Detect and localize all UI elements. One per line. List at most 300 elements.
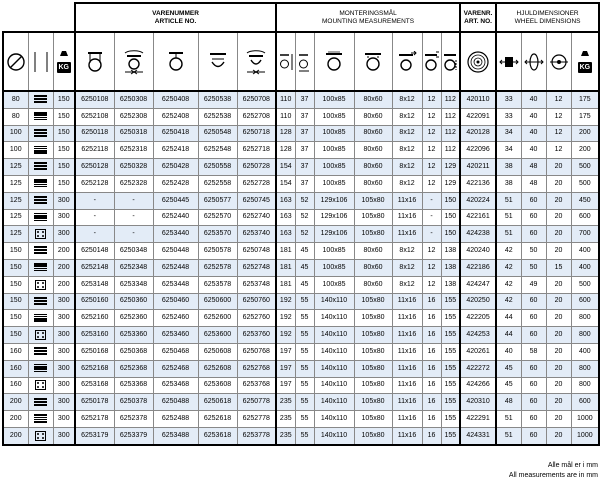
article-fixed-cell: 6252128 xyxy=(75,175,114,192)
tread-four-bars-icon xyxy=(34,314,47,323)
article-plate-cell: 6250618 xyxy=(198,394,237,411)
article-plate-cell: 6253578 xyxy=(198,276,237,293)
axle-diameter-cell: 12 xyxy=(546,142,571,159)
plate-size-cell: 140x110 xyxy=(314,310,354,327)
swivel-radius-cell: 138 xyxy=(441,243,460,260)
article-plate-cell: 6253570 xyxy=(198,226,237,243)
load-capacity-cell: 300 xyxy=(53,310,75,327)
bolt-diameter-cell: - xyxy=(422,209,441,226)
load-capacity-cell: 300 xyxy=(53,226,75,243)
artno-header-en: ART. NO. xyxy=(464,17,492,25)
hub-length-cell: 40 xyxy=(496,343,521,360)
article-fixed-cell: 6250178 xyxy=(75,394,114,411)
bolt-hole-cell: 11x16 xyxy=(392,427,422,444)
axle-diameter-cell: 20 xyxy=(546,276,571,293)
table-row xyxy=(3,192,599,209)
bolt-diameter-cell: 16 xyxy=(422,360,441,377)
bolt-spacing-cell: 105x80 xyxy=(354,209,392,226)
wheel-width-cell: 60 xyxy=(521,411,546,428)
tread-three-bars-icon xyxy=(34,347,47,356)
bolt-spacing-cell: 105x80 xyxy=(354,360,392,377)
article-swivel-lock-cell: 6250768 xyxy=(237,343,276,360)
bolt-hole-cell: 11x16 xyxy=(392,394,422,411)
table-body xyxy=(3,91,599,445)
plate-size-cell: 140x110 xyxy=(314,377,354,394)
wheel-load-cell: 1000 xyxy=(571,427,599,444)
article-swivel-lock-cell: 6252708 xyxy=(237,108,276,125)
overall-height-cell: 197 xyxy=(276,343,295,360)
article-swivel-brake-cell: - xyxy=(114,192,153,209)
wheel-load-cell: 450 xyxy=(571,192,599,209)
swivel-radius-cell: 155 xyxy=(441,427,460,444)
article-plate-cell: 6252538 xyxy=(198,108,237,125)
bolt-hole-cell: 11x16 xyxy=(392,360,422,377)
tread-pattern-cell xyxy=(28,276,53,293)
wheel-diameter-cell: 160 xyxy=(3,343,28,360)
axle-diameter-cell: 20 xyxy=(546,159,571,176)
overall-height-cell: 192 xyxy=(276,327,295,344)
wheel-width-cell: 40 xyxy=(521,125,546,142)
table-row xyxy=(3,293,599,310)
plate-size-cell: 140x110 xyxy=(314,427,354,444)
wheel-art-no-cell: 420224 xyxy=(460,192,496,209)
article-swivel-brake-cell: 6252368 xyxy=(114,360,153,377)
article-swivel-brake-cell: 6250360 xyxy=(114,293,153,310)
tread-dots-icon xyxy=(35,229,46,239)
hub-length-cell: 42 xyxy=(496,243,521,260)
article-swivel-cell: 6250448 xyxy=(153,243,198,260)
plate-size-cell: 140x110 xyxy=(314,360,354,377)
article-swivel-cell: 6253488 xyxy=(153,427,198,444)
tread-four-bars-icon xyxy=(34,364,47,373)
table-row xyxy=(3,259,599,276)
wheel-diameter-cell: 200 xyxy=(3,411,28,428)
swivel-brake-caster-icon xyxy=(114,32,153,91)
article-plate-cell: 6252570 xyxy=(198,209,237,226)
wheel-diameter-cell: 80 xyxy=(3,108,28,125)
table-row xyxy=(3,91,599,108)
article-swivel-lock-cell: 6253760 xyxy=(237,327,276,344)
bolt-diameter-cell: 16 xyxy=(422,394,441,411)
wheel-art-no-cell: 424247 xyxy=(460,276,496,293)
load-capacity-cell: 150 xyxy=(53,125,75,142)
article-plate-cell: 6250558 xyxy=(198,159,237,176)
bolt-diameter-cell: 16 xyxy=(422,310,441,327)
offset-cell: 55 xyxy=(295,293,314,310)
wheel-load-cell: 500 xyxy=(571,276,599,293)
article-swivel-brake-cell: 6252308 xyxy=(114,108,153,125)
bolt-spacing-cell: 80x60 xyxy=(354,159,392,176)
wheel-diameter-cell: 80 xyxy=(3,91,28,108)
article-swivel-brake-cell: 6252360 xyxy=(114,310,153,327)
article-plate-cell: 6252558 xyxy=(198,175,237,192)
wheel-load-cell: 175 xyxy=(571,91,599,108)
overall-height-cell: 154 xyxy=(276,175,295,192)
article-swivel-cell: 6252488 xyxy=(153,411,198,428)
wheel-width-cell: 60 xyxy=(521,192,546,209)
artno-header xyxy=(460,3,496,32)
bolt-spacing-cell: 105x80 xyxy=(354,343,392,360)
offset-cell: 55 xyxy=(295,411,314,428)
swivel-radius-cell: 112 xyxy=(441,91,460,108)
bolt-diameter-cell: 16 xyxy=(422,377,441,394)
tread-three-bars-icon xyxy=(34,196,47,205)
bolt-hole-cell: 8x12 xyxy=(392,91,422,108)
tread-pattern-cell xyxy=(28,175,53,192)
tread-three-bars-icon xyxy=(34,95,47,104)
article-swivel-brake-cell: 6253368 xyxy=(114,377,153,394)
load-capacity-cell: 300 xyxy=(53,411,75,428)
article-fixed-cell: 6252148 xyxy=(75,259,114,276)
article-swivel-cell: 6250428 xyxy=(153,159,198,176)
plate-size-cell: 100x85 xyxy=(314,159,354,176)
plate-size-cell: 100x85 xyxy=(314,91,354,108)
swivel-radius-cell: 138 xyxy=(441,276,460,293)
tread-four-bars-icon xyxy=(34,179,47,188)
wheel-diameter-cell: 125 xyxy=(3,159,28,176)
bolt-spacing-cell: 105x80 xyxy=(354,226,392,243)
article-fixed-cell: 6250108 xyxy=(75,91,114,108)
bolt-hole-cell: 8x12 xyxy=(392,259,422,276)
bolt-hole-cell: 8x12 xyxy=(392,175,422,192)
plate-size-cell: 140x110 xyxy=(314,327,354,344)
article-swivel-cell: 6250488 xyxy=(153,394,198,411)
article-fixed-cell: 6252118 xyxy=(75,142,114,159)
wheel-diameter-cell: 160 xyxy=(3,377,28,394)
load-capacity-cell: 150 xyxy=(53,142,75,159)
load-capacity-cell: 300 xyxy=(53,360,75,377)
tread-pattern-cell xyxy=(28,427,53,444)
wheel-art-no-cell: 422205 xyxy=(460,310,496,327)
overall-height-cell: 197 xyxy=(276,360,295,377)
overall-height-cell: 154 xyxy=(276,159,295,176)
artno-header-da: VARENR. xyxy=(463,10,493,17)
bolt-hole-cell: 8x12 xyxy=(392,243,422,260)
article-fixed-cell: 6250148 xyxy=(75,243,114,260)
offset-cell: 52 xyxy=(295,192,314,209)
bolt-diameter-cell: - xyxy=(422,192,441,209)
axle-diameter-cell: 12 xyxy=(546,125,571,142)
article-swivel-lock-cell: 6252768 xyxy=(237,360,276,377)
article-plate-cell: 6252548 xyxy=(198,142,237,159)
wheel-art-no-cell: 422161 xyxy=(460,209,496,226)
wheel-load-cell: 800 xyxy=(571,327,599,344)
axle-diameter-cell: 12 xyxy=(546,108,571,125)
hub-length-cell: 42 xyxy=(496,276,521,293)
bolt-spacing-cell: 80x60 xyxy=(354,125,392,142)
wheel-load-cell: 200 xyxy=(571,125,599,142)
offset-cell: 52 xyxy=(295,226,314,243)
axle-diameter-cell: 20 xyxy=(546,226,571,243)
overall-height-icon xyxy=(276,32,295,91)
wheel-load-cell: 800 xyxy=(571,310,599,327)
wheel-width-cell: 50 xyxy=(521,259,546,276)
article-swivel-brake-cell: 6252378 xyxy=(114,411,153,428)
article-fixed-cell: - xyxy=(75,192,114,209)
article-swivel-lock-cell: 6250745 xyxy=(237,192,276,209)
load-capacity-cell: 300 xyxy=(53,192,75,209)
caster-spec-table xyxy=(2,2,600,446)
article-fixed-cell: 6250168 xyxy=(75,343,114,360)
bolt-spacing-cell: 105x80 xyxy=(354,327,392,344)
tread-pattern-cell xyxy=(28,327,53,344)
tread-pattern-cell xyxy=(28,159,53,176)
fixed-caster-icon xyxy=(75,32,114,91)
article-plate-cell: 6250577 xyxy=(198,192,237,209)
offset-cell: 37 xyxy=(295,91,314,108)
article-swivel-cell: 6253468 xyxy=(153,377,198,394)
wheel-art-no-cell: 422096 xyxy=(460,142,496,159)
plate-caster-icon xyxy=(198,32,237,91)
swivel-radius-cell: 155 xyxy=(441,411,460,428)
article-swivel-cell: 6252440 xyxy=(153,209,198,226)
footer-note-en: All measurements are in mm xyxy=(508,472,598,479)
axle-diameter-icon xyxy=(546,32,571,91)
swivel-radius-cell: 150 xyxy=(441,209,460,226)
article-fixed-cell: - xyxy=(75,209,114,226)
table-row xyxy=(3,310,599,327)
hub-length-cell: 38 xyxy=(496,175,521,192)
wheel-art-no-cell: 424331 xyxy=(460,427,496,444)
plate-size-cell: 100x85 xyxy=(314,259,354,276)
overall-height-cell: 163 xyxy=(276,226,295,243)
hub-length-cell: 48 xyxy=(496,394,521,411)
article-swivel-brake-cell: 6252328 xyxy=(114,175,153,192)
bolt-spacing-cell: 105x80 xyxy=(354,394,392,411)
load-capacity-cell: 200 xyxy=(53,276,75,293)
plate-size-cell: 100x85 xyxy=(314,175,354,192)
bolt-diameter-cell: 12 xyxy=(422,142,441,159)
article-plate-cell: 6253618 xyxy=(198,427,237,444)
offset-cell: 45 xyxy=(295,243,314,260)
offset-cell: 55 xyxy=(295,360,314,377)
article-fixed-cell: 6250118 xyxy=(75,125,114,142)
load-capacity-cell: 200 xyxy=(53,243,75,260)
article-swivel-cell: 6253460 xyxy=(153,327,198,344)
wheel-diameter-cell: 100 xyxy=(3,142,28,159)
article-swivel-cell: 6250460 xyxy=(153,293,198,310)
wheel-art-no-cell: 422186 xyxy=(460,259,496,276)
swivel-radius-icon xyxy=(441,32,460,91)
axle-diameter-cell: 20 xyxy=(546,411,571,428)
article-swivel-lock-cell: 6252760 xyxy=(237,310,276,327)
article-plate-cell: 6250608 xyxy=(198,343,237,360)
hub-length-cell: 33 xyxy=(496,108,521,125)
bolt-diameter-cell: 12 xyxy=(422,108,441,125)
overall-height-cell: 197 xyxy=(276,377,295,394)
wheel-art-no-cell: 422291 xyxy=(460,411,496,428)
article-swivel-cell: 6253440 xyxy=(153,226,198,243)
offset-cell: 55 xyxy=(295,394,314,411)
hub-length-cell: 42 xyxy=(496,259,521,276)
article-header-da: VARENUMMER xyxy=(152,10,199,17)
article-plate-cell: 6250548 xyxy=(198,125,237,142)
table-row xyxy=(3,108,599,125)
swivel-radius-cell: 129 xyxy=(441,175,460,192)
wheel-diameter-cell: 125 xyxy=(3,175,28,192)
load-capacity-cell: 150 xyxy=(53,175,75,192)
load-kg-icon xyxy=(53,32,75,91)
article-swivel-lock-cell: 6253740 xyxy=(237,226,276,243)
table-row xyxy=(3,226,599,243)
wheel-load-cell: 400 xyxy=(571,243,599,260)
wheel-art-no-cell: 420240 xyxy=(460,243,496,260)
axle-diameter-cell: 15 xyxy=(546,259,571,276)
article-fixed-cell: 6250160 xyxy=(75,293,114,310)
bolt-diameter-cell: - xyxy=(422,226,441,243)
kg-label: KG xyxy=(58,63,69,71)
hub-length-cell: 38 xyxy=(496,159,521,176)
bolt-spacing-icon xyxy=(354,32,392,91)
tread-dots-icon xyxy=(35,380,46,390)
tread-three-bars-icon xyxy=(34,129,47,138)
article-swivel-lock-cell: 6250748 xyxy=(237,243,276,260)
plate-size-cell: 100x85 xyxy=(314,108,354,125)
wheel-art-no-cell: 424253 xyxy=(460,327,496,344)
kg-label: KG xyxy=(579,63,591,71)
table-row xyxy=(3,142,599,159)
hub-length-cell: 51 xyxy=(496,427,521,444)
axle-diameter-cell: 20 xyxy=(546,310,571,327)
bolt-spacing-cell: 80x60 xyxy=(354,91,392,108)
axle-diameter-cell: 20 xyxy=(546,192,571,209)
diameter-icon xyxy=(3,32,28,91)
tread-three-bars-icon xyxy=(34,162,47,171)
swivel-radius-cell: 112 xyxy=(441,142,460,159)
swivel-radius-cell: 155 xyxy=(441,343,460,360)
swivel-radius-cell: 112 xyxy=(441,125,460,142)
load-capacity-cell: 300 xyxy=(53,377,75,394)
plate-size-cell: 140x110 xyxy=(314,293,354,310)
tread-pattern-cell xyxy=(28,411,53,428)
article-header-en: ARTICLE NO. xyxy=(154,17,197,25)
article-swivel-lock-cell: 6252748 xyxy=(237,259,276,276)
tread-pattern-cell xyxy=(28,209,53,226)
offset-cell: 37 xyxy=(295,108,314,125)
wheel-diameter-cell: 125 xyxy=(3,226,28,243)
plate-size-cell: 129x106 xyxy=(314,192,354,209)
wheel-diameter-cell: 150 xyxy=(3,293,28,310)
table-row xyxy=(3,411,599,428)
table-row xyxy=(3,377,599,394)
axle-diameter-cell: 20 xyxy=(546,293,571,310)
wheel-load-cell: 400 xyxy=(571,343,599,360)
bolt-hole-cell: 8x12 xyxy=(392,142,422,159)
overall-height-cell: 110 xyxy=(276,108,295,125)
bolt-hole-cell: 11x16 xyxy=(392,226,422,243)
wheel-load-kg-icon xyxy=(571,32,599,91)
wheel-header-en: WHEEL DIMENSIONS xyxy=(514,17,581,25)
article-plate-cell: 6250600 xyxy=(198,293,237,310)
article-swivel-lock-cell: 6252728 xyxy=(237,175,276,192)
bolt-spacing-cell: 80x60 xyxy=(354,243,392,260)
axle-diameter-cell: 20 xyxy=(546,209,571,226)
wheel-width-cell: 60 xyxy=(521,226,546,243)
bolt-diameter-cell: 16 xyxy=(422,427,441,444)
tread-pattern-cell xyxy=(28,125,53,142)
hub-length-cell: 45 xyxy=(496,377,521,394)
article-swivel-lock-cell: 6252778 xyxy=(237,411,276,428)
article-swivel-brake-cell: 6250328 xyxy=(114,159,153,176)
bolt-spacing-cell: 80x60 xyxy=(354,108,392,125)
article-swivel-cell: 6253448 xyxy=(153,276,198,293)
tread-pattern-cell xyxy=(28,360,53,377)
offset-cell: 55 xyxy=(295,427,314,444)
swivel-radius-cell: 150 xyxy=(441,192,460,209)
article-swivel-cell: 6252418 xyxy=(153,142,198,159)
bolt-diameter-cell: 12 xyxy=(422,91,441,108)
bolt-hole-cell: 11x16 xyxy=(392,327,422,344)
wheel-width-cell: 60 xyxy=(521,310,546,327)
article-plate-cell: 6252608 xyxy=(198,360,237,377)
table-row xyxy=(3,343,599,360)
hub-length-cell: 34 xyxy=(496,142,521,159)
wheel-width-cell: 48 xyxy=(521,175,546,192)
hub-length-cell: 51 xyxy=(496,209,521,226)
hub-length-cell: 42 xyxy=(496,293,521,310)
article-swivel-lock-cell: 6250760 xyxy=(237,293,276,310)
tread-dots-icon xyxy=(35,431,46,441)
offset-cell: 55 xyxy=(295,377,314,394)
article-swivel-cell: 6252408 xyxy=(153,108,198,125)
tread-pattern-cell xyxy=(28,394,53,411)
plate-size-icon xyxy=(314,32,354,91)
offset-cell: 37 xyxy=(295,125,314,142)
wheel-width-cell: 60 xyxy=(521,377,546,394)
bolt-diameter-cell: 16 xyxy=(422,411,441,428)
bolt-hole-cell: 8x12 xyxy=(392,276,422,293)
bolt-diameter-cell: 12 xyxy=(422,175,441,192)
article-swivel-lock-cell: 6253748 xyxy=(237,276,276,293)
axle-diameter-cell: 20 xyxy=(546,377,571,394)
wheel-load-cell: 500 xyxy=(571,175,599,192)
axle-diameter-cell: 20 xyxy=(546,427,571,444)
tread-pattern-cell xyxy=(28,142,53,159)
wheel-header xyxy=(496,3,599,32)
wheel-load-cell: 600 xyxy=(571,394,599,411)
bolt-hole-cell: 11x16 xyxy=(392,192,422,209)
bolt-hole-cell: 11x16 xyxy=(392,209,422,226)
article-plate-cell: 6250538 xyxy=(198,91,237,108)
overall-height-cell: 163 xyxy=(276,192,295,209)
axle-diameter-cell: 20 xyxy=(546,394,571,411)
tread-pattern-cell xyxy=(28,243,53,260)
overall-height-cell: 192 xyxy=(276,293,295,310)
axle-diameter-cell: 20 xyxy=(546,360,571,377)
tread-three-bars-icon xyxy=(34,297,47,306)
article-swivel-brake-cell: 6253379 xyxy=(114,427,153,444)
plate-size-cell: 100x85 xyxy=(314,125,354,142)
swivel-radius-cell: 155 xyxy=(441,293,460,310)
swivel-radius-cell: 112 xyxy=(441,108,460,125)
wheel-width-cell: 60 xyxy=(521,293,546,310)
wheel-width-cell: 60 xyxy=(521,394,546,411)
table-row xyxy=(3,360,599,377)
bolt-spacing-cell: 80x60 xyxy=(354,259,392,276)
wheel-art-no-cell: 422091 xyxy=(460,108,496,125)
plate-size-cell: 140x110 xyxy=(314,411,354,428)
wheel-art-no-cell: 420211 xyxy=(460,159,496,176)
wheel-art-no-cell: 420128 xyxy=(460,125,496,142)
wheel-width-cell: 60 xyxy=(521,360,546,377)
wheel-width-cell: 58 xyxy=(521,343,546,360)
article-swivel-brake-cell: 6250368 xyxy=(114,343,153,360)
wheel-load-cell: 700 xyxy=(571,226,599,243)
bolt-spacing-cell: 105x80 xyxy=(354,192,392,209)
tread-four-bars-icon xyxy=(34,112,47,121)
wheel-load-cell: 175 xyxy=(571,108,599,125)
article-plate-cell: 6253608 xyxy=(198,377,237,394)
